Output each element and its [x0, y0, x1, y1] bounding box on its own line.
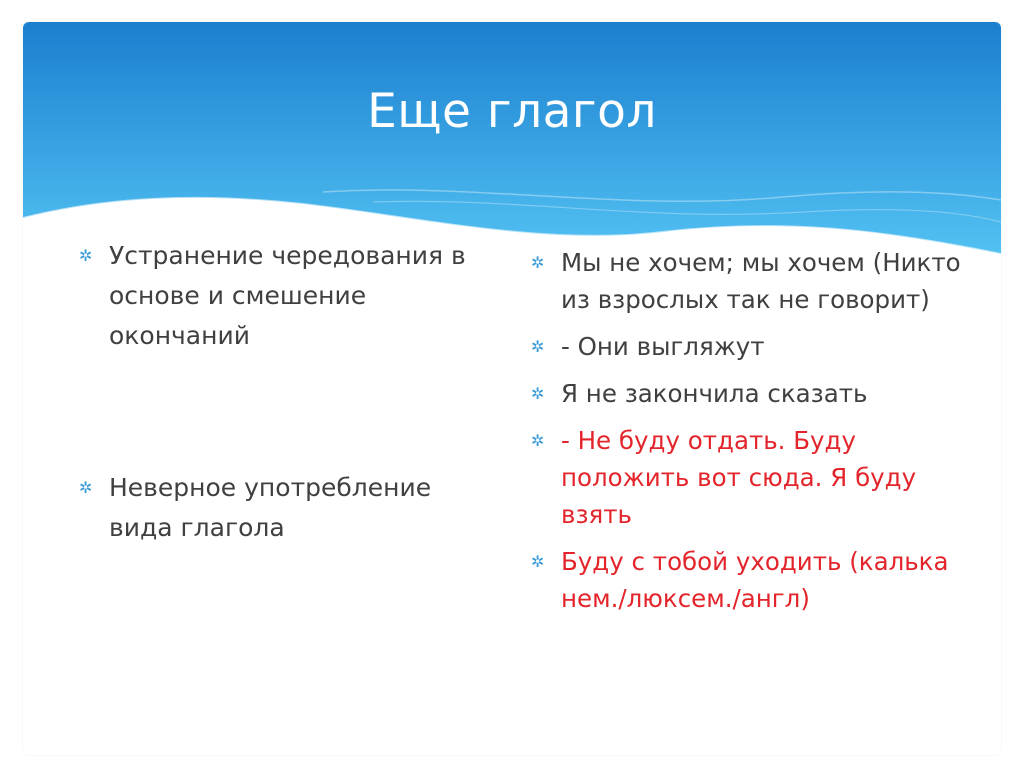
- bullet-item: [531, 375, 971, 412]
- slide: [23, 22, 1001, 755]
- bullet-item: [79, 468, 489, 548]
- bullet-star-icon: ✲: [531, 552, 545, 571]
- bullet-item: [531, 422, 971, 533]
- right-column: [531, 244, 971, 627]
- bullet-star-icon: ✲: [79, 478, 93, 497]
- bullet-star-icon: ✲: [531, 253, 545, 272]
- slide-title: Еще глагол: [367, 84, 657, 139]
- bullet-star-icon: ✲: [531, 337, 545, 356]
- bullet-text: Устранение чередования в основе и смешение окончаний: [109, 241, 466, 350]
- bullet-text: Буду с тобой уходить (калька нем./люксем./англ): [561, 547, 949, 613]
- bullet-item: [531, 543, 971, 617]
- bullet-text: - Они выгляжут: [561, 332, 765, 361]
- bullet-text: Мы не хочем; мы хочем (Никто из взрослых так не говорит): [561, 248, 961, 314]
- bullet-item: [531, 328, 971, 365]
- left-column: [79, 236, 489, 548]
- bullet-text: - Не буду отдать. Буду положить вот сюда. Я буду взять: [561, 426, 917, 529]
- bullet-item: [531, 244, 971, 318]
- bullet-text: Я не закончила сказать: [561, 379, 868, 408]
- bullet-item: [79, 236, 489, 356]
- bullet-star-icon: ✲: [531, 431, 545, 450]
- bullet-star-icon: ✲: [531, 384, 545, 403]
- bullet-text: Неверное употребление вида глагола: [109, 473, 432, 542]
- bullet-star-icon: ✲: [79, 246, 93, 265]
